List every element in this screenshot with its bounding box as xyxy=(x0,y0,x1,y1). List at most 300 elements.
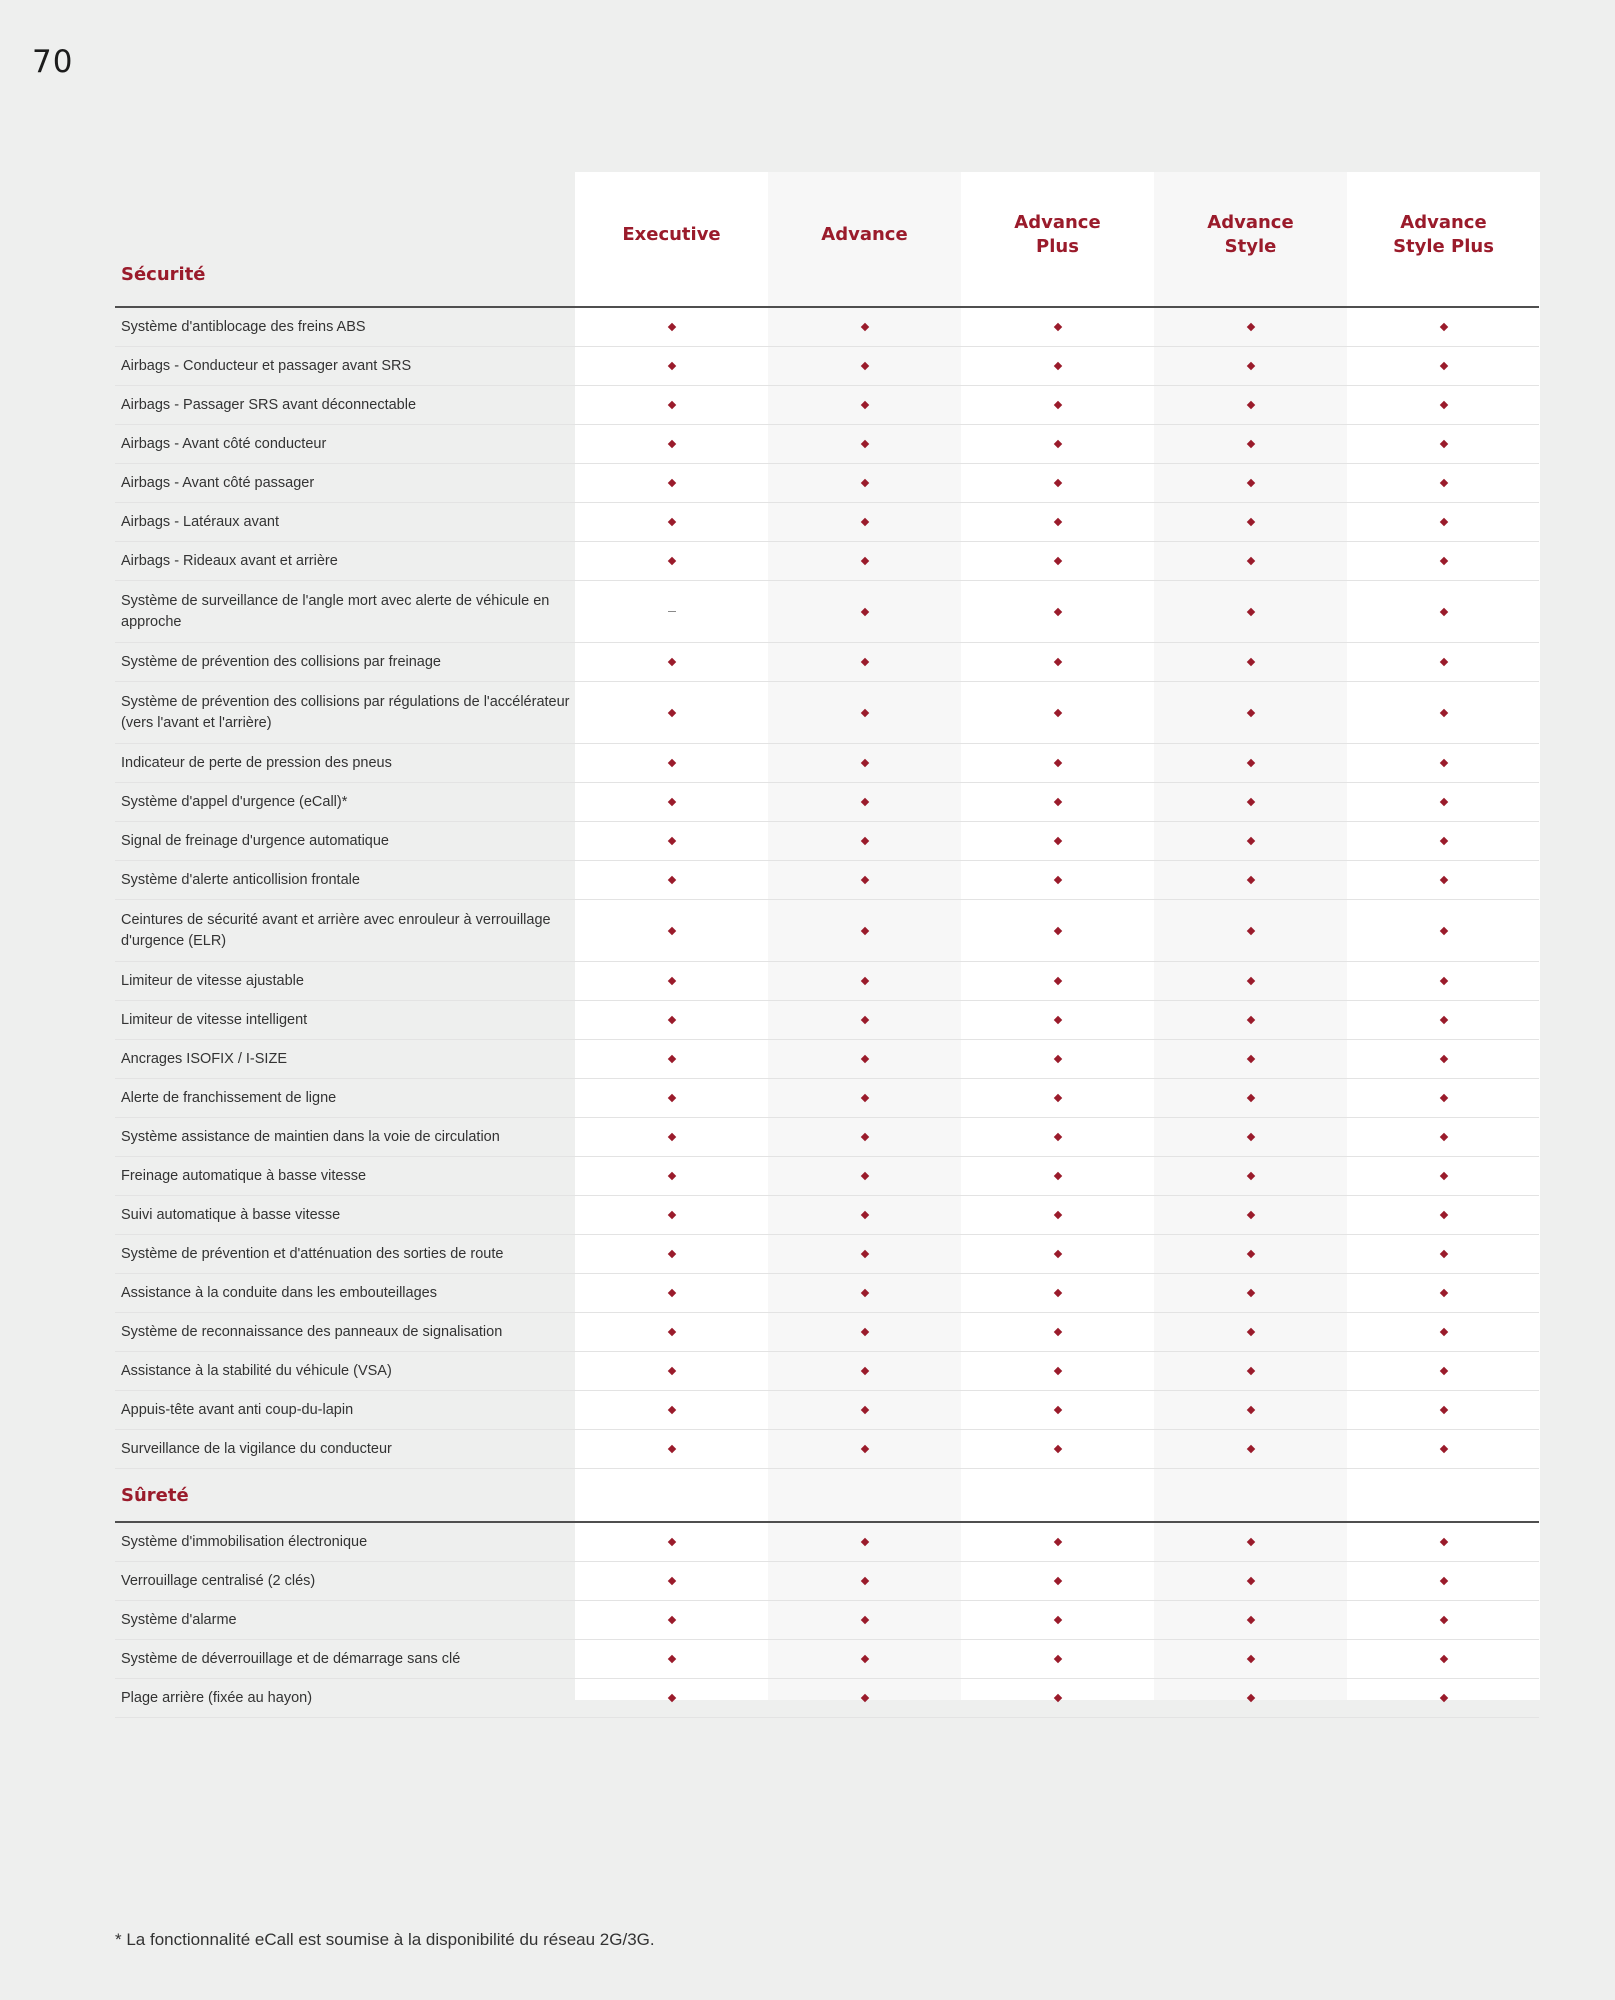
footnote: * La fonctionnalité eCall est soumise à la disponibilité du réseau 2G/3G. xyxy=(115,1930,655,1949)
availability-cell xyxy=(961,900,1154,961)
availability-cell xyxy=(1347,783,1540,821)
availability-cell xyxy=(1154,1352,1347,1390)
availability-cell xyxy=(1154,425,1347,463)
standard-marker xyxy=(1053,607,1061,615)
availability-cell xyxy=(575,503,768,541)
standard-marker xyxy=(1053,1016,1061,1024)
table-row xyxy=(115,861,1539,900)
standard-marker xyxy=(860,1289,868,1297)
availability-cell xyxy=(961,744,1154,782)
standard-marker xyxy=(1439,440,1447,448)
availability-cell xyxy=(1347,347,1540,385)
availability-cell xyxy=(1347,1196,1540,1234)
table-row xyxy=(115,783,1539,822)
availability-cell xyxy=(1154,1118,1347,1156)
standard-marker xyxy=(1246,1694,1254,1702)
section-title: Sécurité xyxy=(121,264,206,285)
availability-cell xyxy=(768,1430,961,1468)
standard-marker xyxy=(1053,557,1061,565)
feature-label: Airbags - Rideaux avant et arrière xyxy=(121,552,338,569)
standard-marker xyxy=(1053,1328,1061,1336)
availability-cell xyxy=(768,1274,961,1312)
standard-marker xyxy=(667,876,675,884)
availability-cell xyxy=(575,744,768,782)
standard-marker xyxy=(1053,401,1061,409)
availability-cell xyxy=(575,1079,768,1117)
standard-marker xyxy=(860,1694,868,1702)
standard-marker xyxy=(667,1289,675,1297)
feature-label: Ceintures de sécurité avant et arrière avec enrouleur à verrouillage d'urgence (ELR) xyxy=(121,911,551,949)
feature-label: Système de surveillance de l'angle mort avec alerte de véhicule en approche xyxy=(121,592,550,630)
standard-marker xyxy=(1053,926,1061,934)
page-number: 70 xyxy=(32,44,74,80)
standard-marker xyxy=(1439,362,1447,370)
availability-cell xyxy=(1154,1640,1347,1678)
standard-marker xyxy=(1439,1538,1447,1546)
availability-cell xyxy=(1154,783,1347,821)
table-row xyxy=(115,900,1539,962)
availability-cell xyxy=(575,1562,768,1600)
standard-marker xyxy=(1246,518,1254,526)
availability-cell xyxy=(1154,308,1347,346)
standard-marker xyxy=(1439,1406,1447,1414)
availability-cell xyxy=(768,1235,961,1273)
standard-marker xyxy=(1246,557,1254,565)
availability-cell xyxy=(961,1118,1154,1156)
availability-cell xyxy=(1347,900,1540,961)
table-row xyxy=(115,581,1539,643)
standard-marker xyxy=(860,798,868,806)
availability-cell xyxy=(768,1040,961,1078)
standard-marker xyxy=(667,1445,675,1453)
standard-marker xyxy=(667,977,675,985)
standard-marker xyxy=(1053,658,1061,666)
not-available-marker xyxy=(668,611,676,612)
availability-cell xyxy=(1347,1523,1540,1561)
standard-marker xyxy=(1246,479,1254,487)
feature-label: Système d'alerte anticollision frontale xyxy=(121,871,360,888)
standard-marker xyxy=(1053,1211,1061,1219)
standard-marker xyxy=(860,1445,868,1453)
availability-cell xyxy=(1347,386,1540,424)
feature-label: Système d'appel d'urgence (eCall)* xyxy=(121,793,348,810)
feature-label: Limiteur de vitesse ajustable xyxy=(121,972,304,989)
availability-cell xyxy=(961,1679,1154,1717)
standard-marker xyxy=(1053,798,1061,806)
standard-marker xyxy=(667,1694,675,1702)
standard-marker xyxy=(1439,1016,1447,1024)
standard-marker xyxy=(667,708,675,716)
standard-marker xyxy=(860,401,868,409)
availability-cell xyxy=(575,1196,768,1234)
availability-cell xyxy=(1154,1157,1347,1195)
standard-marker xyxy=(1246,708,1254,716)
availability-cell xyxy=(1154,1274,1347,1312)
availability-cell xyxy=(575,581,768,642)
table-row xyxy=(115,1040,1539,1079)
standard-marker xyxy=(1053,1694,1061,1702)
standard-marker xyxy=(1246,759,1254,767)
table-row xyxy=(115,1274,1539,1313)
standard-marker xyxy=(1053,759,1061,767)
availability-cell xyxy=(961,1040,1154,1078)
standard-marker xyxy=(1246,1328,1254,1336)
availability-cell xyxy=(1347,1679,1540,1717)
standard-marker xyxy=(1439,1328,1447,1336)
availability-cell xyxy=(1347,643,1540,681)
standard-marker xyxy=(1439,518,1447,526)
standard-marker xyxy=(1246,1289,1254,1297)
table-row xyxy=(115,643,1539,682)
availability-cell xyxy=(961,682,1154,743)
standard-marker xyxy=(1246,323,1254,331)
availability-cell xyxy=(961,1313,1154,1351)
standard-marker xyxy=(1439,798,1447,806)
feature-label: Airbags - Avant côté conducteur xyxy=(121,435,327,452)
standard-marker xyxy=(1439,557,1447,565)
availability-cell xyxy=(1347,1274,1540,1312)
standard-marker xyxy=(1439,479,1447,487)
standard-marker xyxy=(667,759,675,767)
availability-cell xyxy=(768,643,961,681)
standard-marker xyxy=(1246,607,1254,615)
standard-marker xyxy=(1246,440,1254,448)
standard-marker xyxy=(1053,1094,1061,1102)
standard-marker xyxy=(1439,759,1447,767)
standard-marker xyxy=(1246,1406,1254,1414)
standard-marker xyxy=(1439,323,1447,331)
availability-cell xyxy=(768,1640,961,1678)
feature-label: Système de déverrouillage et de démarrage sans clé xyxy=(121,1650,461,1667)
standard-marker xyxy=(1246,1538,1254,1546)
column-header: Advance Style Plus xyxy=(1393,212,1494,257)
feature-label: Assistance à la conduite dans les embouteillages xyxy=(121,1284,437,1301)
availability-cell xyxy=(575,1523,768,1561)
standard-marker xyxy=(1053,708,1061,716)
feature-label: Surveillance de la vigilance du conducteur xyxy=(121,1440,392,1457)
standard-marker xyxy=(860,977,868,985)
availability-cell xyxy=(961,1196,1154,1234)
standard-marker xyxy=(860,518,868,526)
availability-cell xyxy=(961,1562,1154,1600)
availability-cell xyxy=(1347,1601,1540,1639)
availability-cell xyxy=(1154,744,1347,782)
standard-marker xyxy=(860,1367,868,1375)
standard-marker xyxy=(667,323,675,331)
standard-marker xyxy=(860,1016,868,1024)
standard-marker xyxy=(1246,926,1254,934)
standard-marker xyxy=(1053,1406,1061,1414)
standard-marker xyxy=(667,1133,675,1141)
availability-cell xyxy=(961,783,1154,821)
availability-cell xyxy=(1154,347,1347,385)
availability-cell xyxy=(575,1640,768,1678)
standard-marker xyxy=(667,1577,675,1585)
standard-marker xyxy=(667,479,675,487)
feature-label: Ancrages ISOFIX / I-SIZE xyxy=(121,1050,287,1067)
availability-cell xyxy=(768,744,961,782)
availability-cell xyxy=(1154,1562,1347,1600)
standard-marker xyxy=(1439,1094,1447,1102)
feature-label: Airbags - Latéraux avant xyxy=(121,513,279,530)
availability-cell xyxy=(1154,1391,1347,1429)
standard-marker xyxy=(860,708,868,716)
table-row xyxy=(115,1079,1539,1118)
availability-cell xyxy=(575,1235,768,1273)
availability-cell xyxy=(575,464,768,502)
standard-marker xyxy=(1439,1577,1447,1585)
standard-marker xyxy=(667,401,675,409)
availability-cell xyxy=(575,347,768,385)
availability-cell xyxy=(575,861,768,899)
availability-cell xyxy=(768,1391,961,1429)
availability-cell xyxy=(961,347,1154,385)
availability-cell xyxy=(1347,962,1540,1000)
availability-cell xyxy=(1347,503,1540,541)
standard-marker xyxy=(667,1055,675,1063)
table-row xyxy=(115,1391,1539,1430)
availability-cell xyxy=(1154,962,1347,1000)
standard-marker xyxy=(1439,1172,1447,1180)
availability-cell xyxy=(575,308,768,346)
availability-cell xyxy=(768,783,961,821)
availability-cell xyxy=(961,962,1154,1000)
standard-marker xyxy=(1246,1211,1254,1219)
standard-marker xyxy=(1439,837,1447,845)
availability-cell xyxy=(961,425,1154,463)
feature-label: Plage arrière (fixée au hayon) xyxy=(121,1689,313,1706)
availability-cell xyxy=(961,308,1154,346)
standard-marker xyxy=(1439,977,1447,985)
availability-cell xyxy=(1154,1601,1347,1639)
standard-marker xyxy=(1053,1538,1061,1546)
standard-marker xyxy=(667,1367,675,1375)
availability-cell xyxy=(1154,464,1347,502)
availability-cell xyxy=(575,1430,768,1468)
availability-cell xyxy=(961,464,1154,502)
availability-cell xyxy=(1154,581,1347,642)
availability-cell xyxy=(768,1157,961,1195)
availability-cell xyxy=(768,1313,961,1351)
standard-marker xyxy=(1053,1055,1061,1063)
availability-cell xyxy=(768,308,961,346)
standard-marker xyxy=(860,1211,868,1219)
standard-marker xyxy=(1053,518,1061,526)
standard-marker xyxy=(1053,1577,1061,1585)
standard-marker xyxy=(667,518,675,526)
table-row xyxy=(115,1679,1539,1718)
standard-marker xyxy=(1439,926,1447,934)
standard-marker xyxy=(667,1094,675,1102)
standard-marker xyxy=(1439,1616,1447,1624)
availability-cell xyxy=(1347,682,1540,743)
standard-marker xyxy=(1053,479,1061,487)
availability-cell xyxy=(961,1079,1154,1117)
table-row xyxy=(115,962,1539,1001)
standard-marker xyxy=(860,1133,868,1141)
availability-cell xyxy=(1154,1235,1347,1273)
standard-marker xyxy=(1246,837,1254,845)
table-row xyxy=(115,1430,1539,1469)
availability-cell xyxy=(1347,1001,1540,1039)
standard-marker xyxy=(667,798,675,806)
availability-cell xyxy=(768,1196,961,1234)
availability-cell xyxy=(1154,386,1347,424)
availability-cell xyxy=(1154,682,1347,743)
table-row xyxy=(115,542,1539,581)
availability-cell xyxy=(768,1001,961,1039)
availability-cell xyxy=(1347,542,1540,580)
feature-label: Airbags - Passager SRS avant déconnectable xyxy=(121,396,417,413)
standard-marker xyxy=(1053,1250,1061,1258)
availability-cell xyxy=(1347,744,1540,782)
standard-marker xyxy=(1246,658,1254,666)
standard-marker xyxy=(1246,1445,1254,1453)
standard-marker xyxy=(860,1406,868,1414)
standard-marker xyxy=(1439,607,1447,615)
standard-marker xyxy=(1439,1289,1447,1297)
table-row xyxy=(115,682,1539,744)
standard-marker xyxy=(1439,1055,1447,1063)
table-row xyxy=(115,1001,1539,1040)
availability-cell xyxy=(1154,1001,1347,1039)
availability-cell xyxy=(1347,1079,1540,1117)
availability-cell xyxy=(1347,1118,1540,1156)
table-row xyxy=(115,1196,1539,1235)
table-row xyxy=(115,1640,1539,1679)
availability-cell xyxy=(1347,1640,1540,1678)
standard-marker xyxy=(1246,401,1254,409)
standard-marker xyxy=(1439,1367,1447,1375)
standard-marker xyxy=(667,1250,675,1258)
table-row xyxy=(115,744,1539,783)
table-header xyxy=(115,172,1539,308)
table-row xyxy=(115,386,1539,425)
availability-cell xyxy=(768,503,961,541)
standard-marker xyxy=(1053,1289,1061,1297)
availability-cell xyxy=(768,1079,961,1117)
column-header: Advance Style xyxy=(1207,212,1294,257)
availability-cell xyxy=(768,682,961,743)
feature-label: Airbags - Avant côté passager xyxy=(121,474,315,491)
availability-cell xyxy=(1347,581,1540,642)
table-row xyxy=(115,822,1539,861)
availability-cell xyxy=(575,542,768,580)
standard-marker xyxy=(1246,362,1254,370)
table-row xyxy=(115,308,1539,347)
availability-cell xyxy=(768,861,961,899)
table-row xyxy=(115,1562,1539,1601)
standard-marker xyxy=(1246,1172,1254,1180)
table-row xyxy=(115,1313,1539,1352)
standard-marker xyxy=(1246,1367,1254,1375)
availability-cell xyxy=(1154,822,1347,860)
availability-cell xyxy=(961,1157,1154,1195)
section-title: Sûreté xyxy=(121,1484,189,1506)
standard-marker xyxy=(1246,1577,1254,1585)
standard-marker xyxy=(860,479,868,487)
standard-marker xyxy=(1053,837,1061,845)
standard-marker xyxy=(860,837,868,845)
standard-marker xyxy=(1439,658,1447,666)
availability-cell xyxy=(768,425,961,463)
availability-cell xyxy=(575,900,768,961)
standard-marker xyxy=(1246,1016,1254,1024)
availability-cell xyxy=(961,822,1154,860)
standard-marker xyxy=(860,1094,868,1102)
equipment-table xyxy=(115,172,1539,1718)
standard-marker xyxy=(667,1328,675,1336)
standard-marker xyxy=(1053,1616,1061,1624)
standard-marker xyxy=(860,1172,868,1180)
availability-cell xyxy=(768,464,961,502)
availability-cell xyxy=(575,643,768,681)
standard-marker xyxy=(1053,1133,1061,1141)
standard-marker xyxy=(860,440,868,448)
availability-cell xyxy=(575,1679,768,1717)
section-header xyxy=(115,1469,1539,1523)
availability-cell xyxy=(1154,1523,1347,1561)
availability-cell xyxy=(961,861,1154,899)
availability-cell xyxy=(575,783,768,821)
availability-cell xyxy=(768,900,961,961)
feature-label: Signal de freinage d'urgence automatique xyxy=(121,832,389,849)
table-row xyxy=(115,425,1539,464)
standard-marker xyxy=(1053,1367,1061,1375)
standard-marker xyxy=(860,1655,868,1663)
availability-cell xyxy=(1154,542,1347,580)
standard-marker xyxy=(860,607,868,615)
standard-marker xyxy=(667,557,675,565)
standard-marker xyxy=(1246,1616,1254,1624)
standard-marker xyxy=(1053,1445,1061,1453)
standard-marker xyxy=(1246,1133,1254,1141)
standard-marker xyxy=(667,658,675,666)
standard-marker xyxy=(1246,798,1254,806)
standard-marker xyxy=(860,1538,868,1546)
availability-cell xyxy=(575,822,768,860)
feature-label: Freinage automatique à basse vitesse xyxy=(121,1167,367,1184)
table-row xyxy=(115,1157,1539,1196)
availability-cell xyxy=(768,386,961,424)
availability-cell xyxy=(575,1001,768,1039)
availability-cell xyxy=(768,1562,961,1600)
table-row xyxy=(115,347,1539,386)
availability-cell xyxy=(575,425,768,463)
standard-marker xyxy=(860,362,868,370)
standard-marker xyxy=(1053,323,1061,331)
feature-label: Système de prévention des collisions par régulations de l'accélérateur (vers l'avant et l'arrière) xyxy=(121,693,570,731)
availability-cell xyxy=(1154,1679,1347,1717)
availability-cell xyxy=(1154,1313,1347,1351)
availability-cell xyxy=(1347,308,1540,346)
standard-marker xyxy=(667,440,675,448)
availability-cell xyxy=(768,347,961,385)
availability-cell xyxy=(961,643,1154,681)
feature-label: Assistance à la stabilité du véhicule (VSA) xyxy=(121,1362,392,1379)
feature-label: Système de prévention des collisions par freinage xyxy=(121,653,441,670)
availability-cell xyxy=(768,581,961,642)
availability-cell xyxy=(768,962,961,1000)
availability-cell xyxy=(961,1523,1154,1561)
availability-cell xyxy=(961,1274,1154,1312)
availability-cell xyxy=(961,1352,1154,1390)
table-row xyxy=(115,1601,1539,1640)
availability-cell xyxy=(575,1601,768,1639)
standard-marker xyxy=(860,1328,868,1336)
standard-marker xyxy=(1439,1133,1447,1141)
feature-label: Appuis-tête avant anti coup-du-lapin xyxy=(121,1401,354,1418)
